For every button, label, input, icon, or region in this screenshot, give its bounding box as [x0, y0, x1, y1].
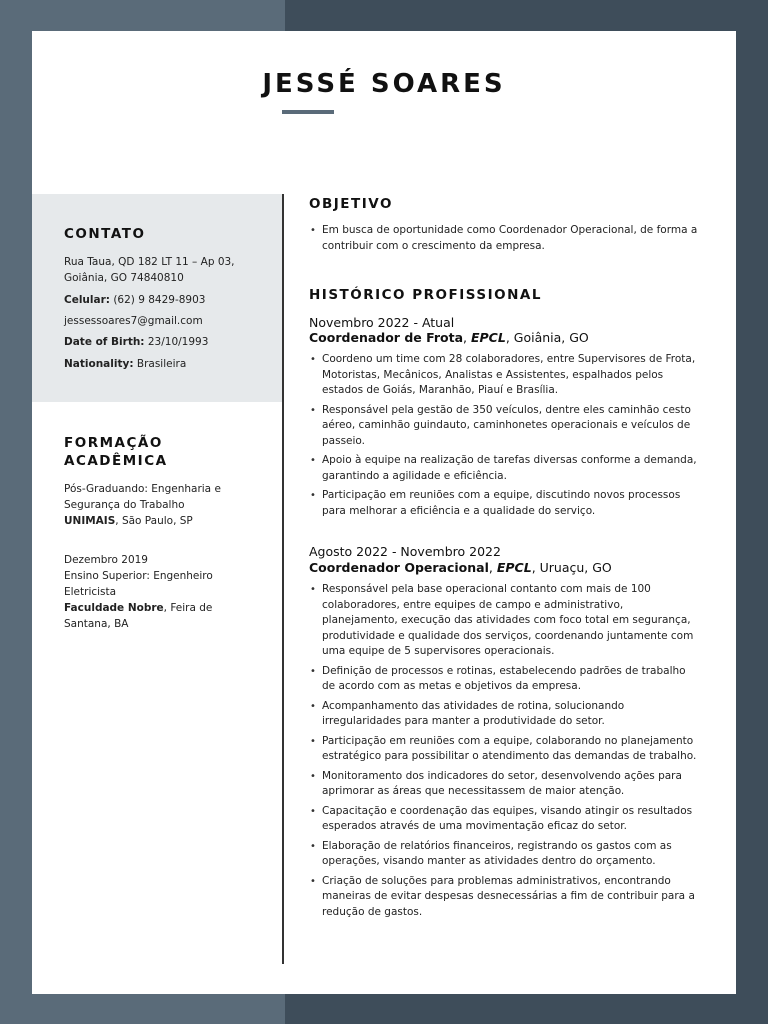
education-location: , Feira de Santana, BA [64, 602, 213, 630]
education-date: Dezembro 2019 [64, 554, 148, 566]
dob-value: 23/10/1993 [147, 336, 209, 348]
resume-page [32, 31, 736, 994]
job-title: Coordenador Operacional, EPCL, Uruaçu, GO [309, 560, 612, 575]
education-heading [64, 434, 168, 470]
job-role: Coordenador de Frota [309, 330, 464, 345]
objective-text: • Em busca de oportunidade como Coordenador Operacional, de forma a contribuir com o crescimento da empresa. [309, 223, 701, 254]
column-divider [282, 194, 284, 964]
education-institution-line [64, 513, 249, 529]
job-company: EPCL [470, 330, 506, 345]
job-bullet: • Participação em reuniões com a equipe, discutindo novos processos para melhorar a eficiência e a qualidade do serviço. [309, 488, 701, 519]
phone-value: (62) 9 8429-8903 [113, 294, 206, 306]
job-role: Coordenador Operacional [309, 560, 489, 575]
job-bullets [309, 352, 701, 523]
job-bullet: • Apoio à equipe na realização de tarefas diversas conforme a demanda, garantindo a agilidade e eficiência. [309, 453, 701, 484]
name-underline [282, 110, 334, 114]
job-bullet: • Capacitação e coordenação das equipes, visando atingir os resultados esperados através de uma movimentação eficaz do setor. [309, 804, 701, 835]
job-location: , Uruaçu, GO [531, 560, 612, 575]
education-heading-line2: ACADÊMICA [64, 453, 168, 469]
objective-list [309, 223, 701, 258]
job-title: Coordenador de Frota, EPCL, Goiânia, GO [309, 330, 589, 345]
contact-dob [64, 334, 264, 350]
contact-heading: CONTATO [64, 226, 146, 242]
education-item [64, 552, 234, 632]
job-bullet: • Participação em reuniões com a equipe, colaborando no planejamento estratégico para possibilitar o atendimento das demandas de trabalho. [309, 734, 701, 765]
education-institution-line [64, 600, 234, 632]
job-company: EPCL [496, 560, 532, 575]
job-bullets [309, 582, 701, 924]
job-date: Agosto 2022 - Novembro 2022 [309, 544, 501, 559]
history-heading: HISTÓRICO PROFISSIONAL [309, 287, 542, 303]
education-heading-line1: FORMAÇÃO [64, 435, 163, 451]
job-bullet: • Monitoramento dos indicadores do setor, desenvolvendo ações para aprimorar as áreas que necessitassem de maior atenção. [309, 769, 701, 800]
education-institution: Faculdade Nobre [64, 602, 164, 614]
education-course: Pós-Graduando: Engenharia e Segurança do Trabalho [64, 483, 221, 511]
contact-nationality [64, 356, 264, 372]
education-location: , São Paulo, SP [115, 515, 193, 527]
job-bullet: • Responsável pela gestão de 350 veículos, dentre eles caminhão cesto aéreo, caminhão guindauto, caminhonetes operacionais e veículos de passeio. [309, 403, 701, 450]
job-bullet: • Coordeno um time com 28 colaboradores, entre Supervisores de Frota, Motoristas, Mecânicos, Analistas e Assistentes, espalhados pelos estados de Goiás, Maranhão, Piauí e Brasília. [309, 352, 701, 399]
job-bullet: • Acompanhamento das atividades de rotina, solucionando irregularidades para manter a produtividade do setor. [309, 699, 701, 730]
job-location: , Goiânia, GO [505, 330, 589, 345]
education-course: Ensino Superior: Engenheiro Eletricista [64, 570, 213, 598]
phone-label: Celular: [64, 294, 110, 306]
nationality-label: Nationality: [64, 358, 134, 370]
education-institution: UNIMAIS [64, 515, 116, 527]
contact-phone [64, 292, 264, 308]
dob-label: Date of Birth: [64, 336, 145, 348]
education-item [64, 481, 249, 529]
job-bullet: • Responsável pela base operacional contanto com mais de 100 colaboradores, entre equipes de campo e administrativo, planejamento, execução das atividades com foco total em segurança, produtividade e qualidade dos serviços, coordenando juntamente com uma equipe de 5 supervisores operacionais. [309, 582, 701, 660]
contact-address: Rua Taua, QD 182 LT 11 – Ap 03, Goiânia, GO 74840810 [64, 256, 235, 284]
objective-heading: OBJETIVO [309, 196, 393, 212]
job-bullet: • Criação de soluções para problemas administrativos, encontrando maneiras de evitar despesas desnecessárias a fim de contribuir para a redução de gastos. [309, 874, 701, 921]
contact-email: jessessoares7@gmail.com [64, 315, 203, 327]
job-bullet: • Elaboração de relatórios financeiros, registrando os gastos com as operações, visando manter as atividades dentro do orçamento. [309, 839, 701, 870]
job-bullet: • Definição de processos e rotinas, estabelecendo padrões de trabalho de acordo com as metas e objetivos da empresa. [309, 664, 701, 695]
job-date: Novembro 2022 - Atual [309, 315, 455, 330]
nationality-value: Brasileira [136, 358, 187, 370]
candidate-name: JESSÉ SOARES [262, 69, 506, 99]
